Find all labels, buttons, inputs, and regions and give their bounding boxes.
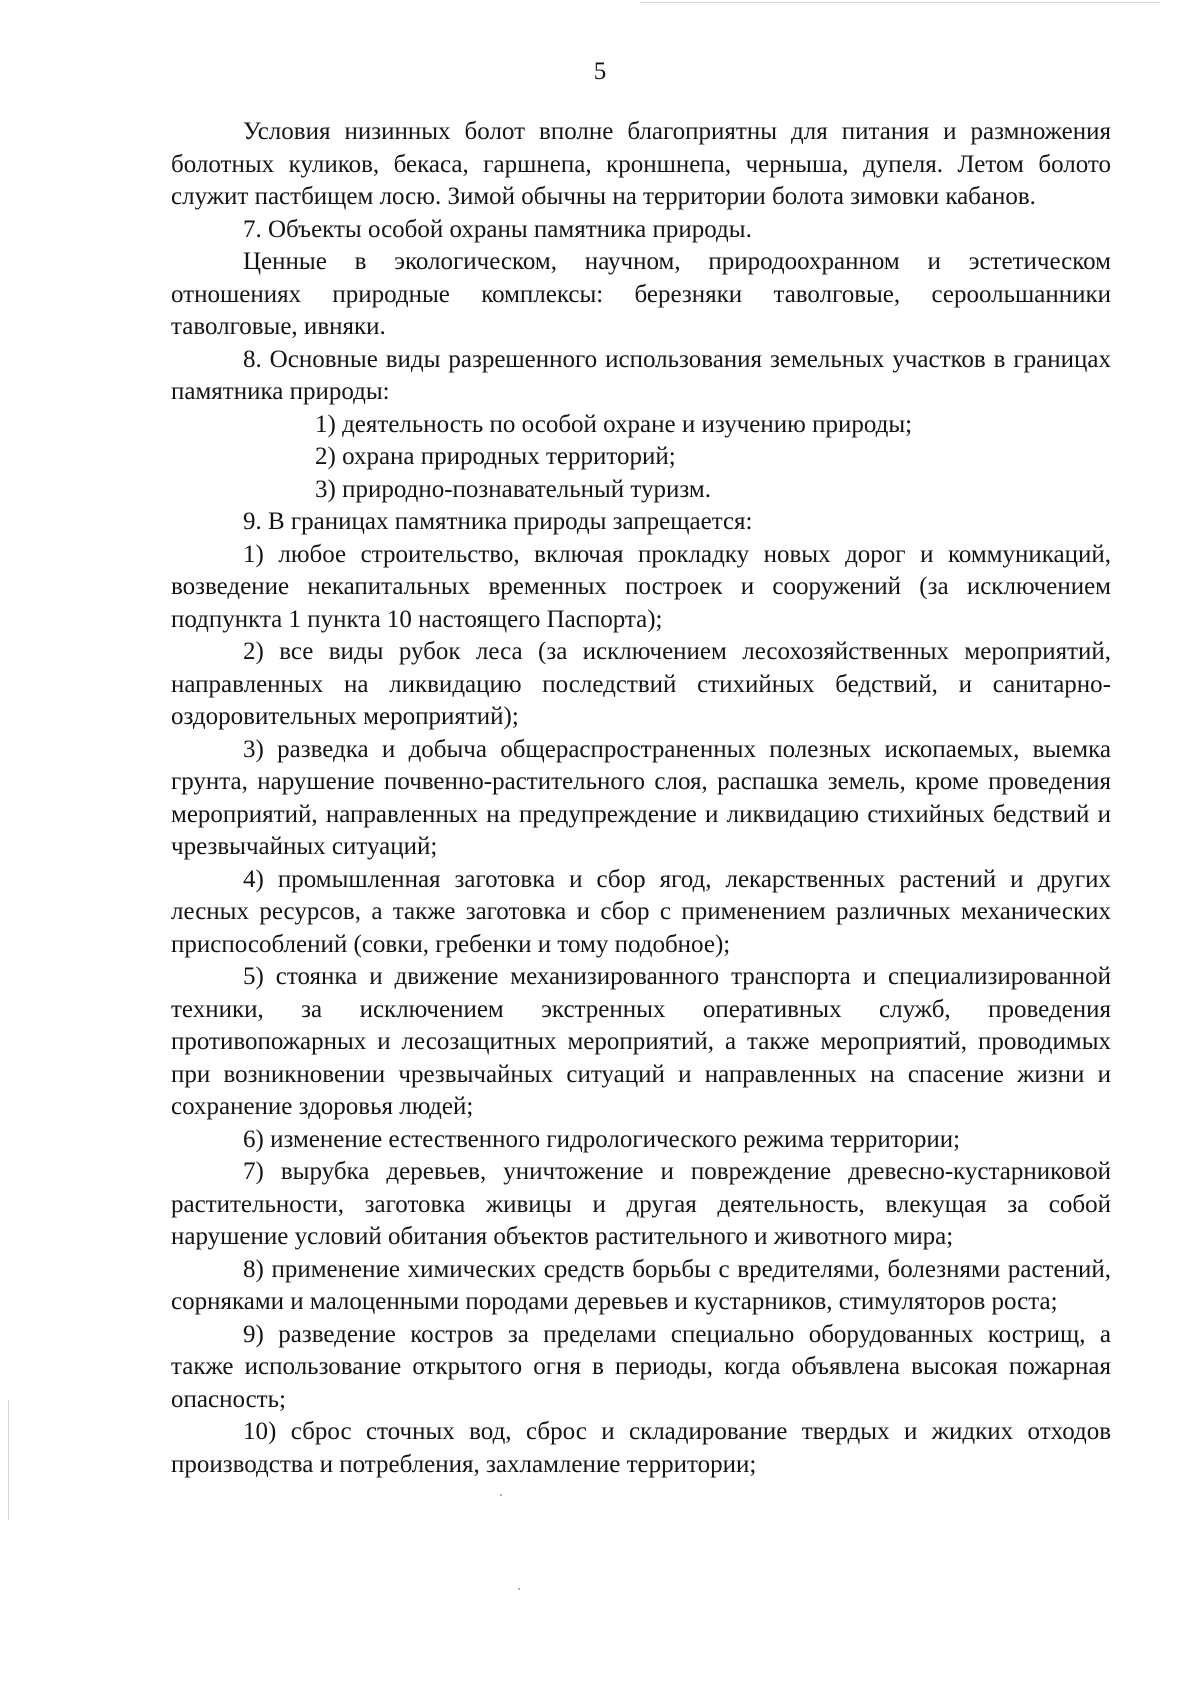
list-text: сброс сточных вод, сброс и складирование твердых и жидких отходов производства и потребления, захламление территории;	[171, 1418, 1111, 1478]
list-item	[171, 734, 1111, 864]
section-heading: 8. Основные виды разрешенного использования земельных участков в границах памятника природы:	[171, 345, 1111, 405]
list-text: стоянка и движение механизированного транспорта и специализированной техники, за исключением экстренных оперативных служб, проведения противопожарных и лесозащитных мероприятий, а также мероприятий, проводимых при возникновении чрезвычайных ситуаций и направленных на спасение жизни и сохранение здоровья людей;	[171, 963, 1112, 1120]
paragraph: Ценные в экологическом, научном, природоохранном и эстетическом отношениях природные комплексы: березняки таволговые, сероольшанники таволговые, ивняки.	[171, 248, 1111, 340]
list-item	[171, 636, 1111, 734]
list-text: применение химических средств борьбы с вредителями, болезнями растений, сорняками и малоценными породами деревьев и кустарников, стимуляторов роста;	[171, 1255, 1111, 1315]
list-text: разведение костров за пределами специально оборудованных кострищ, а также использование открытого огня в периоды, когда объявлена высокая пожарная опасность;	[171, 1320, 1112, 1413]
scan-speck	[518, 1588, 520, 1590]
list-item	[171, 1416, 1111, 1481]
paragraph: Условия низинных болот вполне благоприятны для питания и размножения болотных куликов, бекаса, гаршнепа, кроншнепа, черныша, дупеля. Летом болото служит пастбищем лосю. Зимой обычны на территории болота зимовки кабанов.	[171, 118, 1111, 210]
list-item	[171, 1156, 1111, 1254]
list-item	[171, 864, 1111, 962]
list-text: разведка и добыча общераспространенных полезных ископаемых, выемка грунта, нарушение почвенно-растительного слоя, распашка земель, кроме проведения мероприятий, направленных на предупреждение и ликвидацию стихийных бедствий и чрезвычайных ситуаций;	[171, 735, 1111, 860]
scan-edge-top	[640, 2, 1160, 3]
list-text: изменение естественного гидрологического режима территории;	[270, 1125, 961, 1153]
list-number: 8)	[243, 1255, 264, 1283]
list-number: 2)	[315, 443, 336, 470]
list-text: природно-познавательный туризм.	[342, 475, 711, 503]
list-number: 10)	[243, 1418, 277, 1445]
list-text: деятельность по особой охране и изучению природы;	[342, 410, 913, 438]
list-number: 3)	[243, 735, 264, 763]
section-heading: 9. В границах памятника природы запрещается:	[243, 508, 753, 535]
list-number: 4)	[243, 865, 264, 893]
document-body	[171, 116, 1111, 1481]
scan-speck	[500, 1494, 502, 1496]
list-text: вырубка деревьев, уничтожение и повреждение древесно-кустарниковой растительности, заготовка живицы и другая деятельность, влекущая за собой нарушение условий обитания объектов растительного и животного мира;	[171, 1158, 1112, 1250]
list-number: 2)	[243, 638, 264, 665]
list-text: промышленная заготовка и сбор ягод, лекарственных растений и других лесных ресурсов, а также заготовка и сбор с применением различных механических приспособлений (совки, гребенки и тому подобное);	[171, 865, 1112, 958]
list-number: 3)	[315, 475, 336, 503]
list-item	[171, 441, 1111, 474]
list-text: любое строительство, включая прокладку новых дорог и коммуникаций, возведение некапитальных временных построек и сооружений (за исключением подпункта 1 пункта 10 настоящего Паспорта);	[171, 540, 1112, 633]
list-number: 6)	[243, 1125, 264, 1153]
list-item	[171, 539, 1111, 637]
list-item	[171, 1319, 1111, 1417]
list-number: 7)	[243, 1158, 264, 1185]
list-text: охрана природных территорий;	[342, 443, 676, 470]
list-number: 5)	[243, 963, 264, 990]
list-number: 1)	[315, 410, 336, 438]
scan-edge-left	[8, 1400, 9, 1520]
list-number: 9)	[243, 1320, 264, 1348]
page-number: 5	[593, 58, 607, 85]
list-item	[171, 409, 1111, 442]
list-text: все виды рубок леса (за исключением лесохозяйственных мероприятий, направленных на ликвидацию последствий стихийных бедствий, и санитарно-оздоровительных мероприятий);	[171, 638, 1112, 730]
section-heading: 7. Объекты особой охраны памятника природы.	[243, 215, 752, 243]
list-item	[171, 1124, 1111, 1157]
list-number: 1)	[243, 540, 264, 568]
list-item	[171, 961, 1111, 1124]
list-item	[171, 1254, 1111, 1319]
list-item	[171, 474, 1111, 507]
